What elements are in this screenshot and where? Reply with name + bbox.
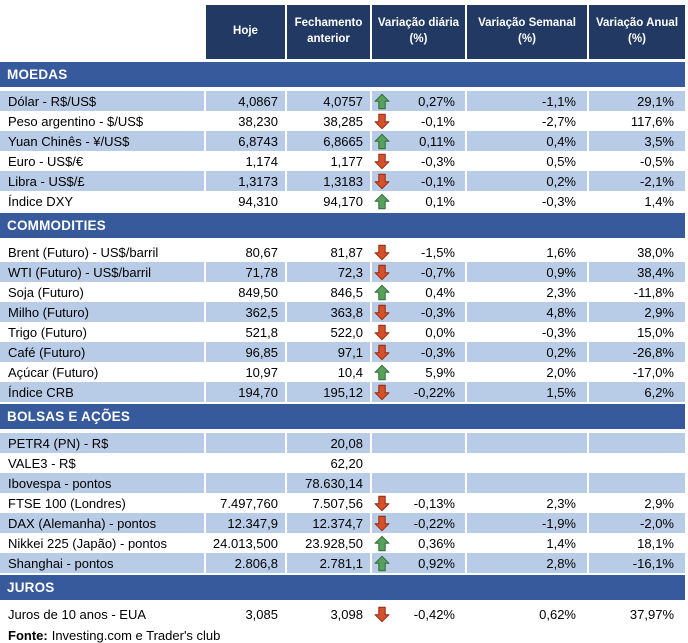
fechamento-value: 97,1 <box>285 342 370 362</box>
table-row <box>0 262 685 282</box>
hoje-value: 1,174 <box>204 151 285 171</box>
table-row <box>0 453 685 473</box>
variacao-diaria-cell <box>370 282 465 302</box>
variacao-diaria-value: -1,5% <box>421 244 455 260</box>
up-arrow-icon <box>374 555 390 572</box>
variacao-anual-value: 2,9% <box>587 493 685 513</box>
hoje-value: 849,50 <box>204 282 285 302</box>
variacao-diaria-value: 0,0% <box>425 324 455 340</box>
fechamento-value: 1,177 <box>285 151 370 171</box>
column-header-hoje: Hoje <box>204 5 285 59</box>
variacao-semanal-value: 1,4% <box>465 533 587 553</box>
section-header-bolsas-e-acoes <box>0 404 685 429</box>
variacao-anual-value: 38,4% <box>587 262 685 282</box>
variacao-semanal-value: 2,0% <box>465 362 587 382</box>
variacao-diaria-cell <box>370 342 465 362</box>
variacao-anual-value: 6,2% <box>587 382 685 402</box>
fechamento-value: 846,5 <box>285 282 370 302</box>
variacao-anual-value <box>587 433 685 453</box>
table-row <box>0 91 685 111</box>
variacao-diaria-value: 0,92% <box>418 555 455 571</box>
variacao-diaria-value: -0,1% <box>421 173 455 189</box>
table-row <box>0 131 685 151</box>
fechamento-value: 94,170 <box>285 191 370 211</box>
down-arrow-icon <box>374 384 390 401</box>
header-spacer <box>0 5 204 59</box>
variacao-diaria-value: -0,1% <box>421 113 455 129</box>
section-title: MOEDAS <box>7 67 68 82</box>
fechamento-value: 7.507,56 <box>285 493 370 513</box>
hoje-value: 10,97 <box>204 362 285 382</box>
variacao-semanal-value: 0,9% <box>465 262 587 282</box>
variacao-anual-value: -11,8% <box>587 282 685 302</box>
fechamento-value: 6,8665 <box>285 131 370 151</box>
variacao-diaria-cell <box>370 362 465 382</box>
column-header-variacao-semanal: Variação Semanal (%) <box>465 5 587 59</box>
variacao-diaria-cell <box>370 91 465 111</box>
hoje-value: 3,085 <box>204 604 285 624</box>
table-row <box>0 342 685 362</box>
arrow-spacer <box>374 463 390 464</box>
variacao-diaria-value: -0,22% <box>413 384 455 400</box>
fechamento-value: 522,0 <box>285 322 370 342</box>
variacao-diaria-cell <box>370 433 465 453</box>
fechamento-value: 62,20 <box>285 453 370 473</box>
variacao-anual-value: 1,4% <box>587 191 685 211</box>
variacao-semanal-value: 1,5% <box>465 382 587 402</box>
fechamento-value: 38,285 <box>285 111 370 131</box>
up-arrow-icon <box>374 133 390 150</box>
variacao-diaria-value: 0,4% <box>425 284 455 300</box>
column-header-variacao-diaria: Variação diária (%) <box>370 5 465 59</box>
variacao-diaria-value: -0,3% <box>421 344 455 360</box>
variacao-diaria-cell <box>370 242 465 262</box>
variacao-diaria-cell <box>370 171 465 191</box>
down-arrow-icon <box>374 606 390 623</box>
fechamento-value: 12.374,7 <box>285 513 370 533</box>
variacao-diaria-cell <box>370 453 465 473</box>
table-row <box>0 322 685 342</box>
row-label: Café (Futuro) <box>0 342 204 362</box>
hoje-value: 12.347,9 <box>204 513 285 533</box>
variacao-diaria-cell <box>370 131 465 151</box>
section-title: JUROS <box>7 580 55 595</box>
row-label: Dólar - R$/US$ <box>0 91 204 111</box>
variacao-semanal-value: 0,62% <box>465 604 587 624</box>
variacao-semanal-value: 0,4% <box>465 131 587 151</box>
variacao-diaria-cell <box>370 604 465 624</box>
variacao-diaria-value: 0,36% <box>418 535 455 551</box>
variacao-diaria-value: -0,13% <box>413 495 455 511</box>
row-label: Brent (Futuro) - US$/barril <box>0 242 204 262</box>
arrow-spacer <box>374 443 390 444</box>
variacao-diaria-value: 0,1% <box>425 193 455 209</box>
table-row <box>0 433 685 453</box>
table-row <box>0 473 685 493</box>
row-label: FTSE 100 (Londres) <box>0 493 204 513</box>
variacao-semanal-value: 2,3% <box>465 282 587 302</box>
up-arrow-icon <box>374 364 390 381</box>
fechamento-value: 72,3 <box>285 262 370 282</box>
section-title: BOLSAS E AÇÕES <box>7 409 131 424</box>
row-label: DAX (Alemanha) - pontos <box>0 513 204 533</box>
down-arrow-icon <box>374 304 390 321</box>
variacao-diaria-cell <box>370 302 465 322</box>
variacao-diaria-value: -0,3% <box>421 153 455 169</box>
variacao-semanal-value: 0,2% <box>465 171 587 191</box>
variacao-anual-value: 18,1% <box>587 533 685 553</box>
fechamento-value: 4,0757 <box>285 91 370 111</box>
table-row <box>0 362 685 382</box>
hoje-value: 80,67 <box>204 242 285 262</box>
variacao-semanal-value: -0,3% <box>465 191 587 211</box>
down-arrow-icon <box>374 113 390 130</box>
table-row <box>0 604 685 624</box>
table-row <box>0 302 685 322</box>
hoje-value: 7.497,760 <box>204 493 285 513</box>
hoje-value: 4,0867 <box>204 91 285 111</box>
row-label: Índice DXY <box>0 191 204 211</box>
hoje-value: 362,5 <box>204 302 285 322</box>
variacao-anual-value: 29,1% <box>587 91 685 111</box>
row-label: Peso argentino - $/US$ <box>0 111 204 131</box>
variacao-diaria-value: -0,42% <box>413 606 455 622</box>
source-label: Fonte: <box>8 628 48 643</box>
row-label: Milho (Futuro) <box>0 302 204 322</box>
variacao-anual-value: -2,0% <box>587 513 685 533</box>
row-label: PETR4 (PN) - R$ <box>0 433 204 453</box>
hoje-value: 71,78 <box>204 262 285 282</box>
down-arrow-icon <box>374 264 390 281</box>
variacao-semanal-value: -0,3% <box>465 322 587 342</box>
up-arrow-icon <box>374 284 390 301</box>
fechamento-value: 78.630,14 <box>285 473 370 493</box>
variacao-diaria-value: -0,22% <box>413 515 455 531</box>
variacao-diaria-value: -0,7% <box>421 264 455 280</box>
hoje-value <box>204 433 285 453</box>
variacao-anual-value <box>587 453 685 473</box>
variacao-anual-value: 3,5% <box>587 131 685 151</box>
fechamento-value: 363,8 <box>285 302 370 322</box>
table-row <box>0 282 685 302</box>
row-label: VALE3 - R$ <box>0 453 204 473</box>
variacao-diaria-value: 0,27% <box>418 93 455 109</box>
table-row <box>0 191 685 211</box>
down-arrow-icon <box>374 344 390 361</box>
section-header-juros <box>0 575 685 600</box>
variacao-anual-value: -2,1% <box>587 171 685 191</box>
variacao-diaria-cell <box>370 513 465 533</box>
variacao-anual-value: 2,9% <box>587 302 685 322</box>
table-row <box>0 111 685 131</box>
row-label: Açúcar (Futuro) <box>0 362 204 382</box>
variacao-diaria-cell <box>370 473 465 493</box>
arrow-spacer <box>374 483 390 484</box>
variacao-semanal-value: 2,8% <box>465 553 587 573</box>
variacao-anual-value: 117,6% <box>587 111 685 131</box>
fechamento-value: 10,4 <box>285 362 370 382</box>
hoje-value: 94,310 <box>204 191 285 211</box>
variacao-semanal-value <box>465 433 587 453</box>
hoje-value: 194,70 <box>204 382 285 402</box>
section-header-commodities <box>0 213 685 238</box>
row-label: Shanghai - pontos <box>0 553 204 573</box>
variacao-semanal-value <box>465 473 587 493</box>
variacao-diaria-cell <box>370 111 465 131</box>
table-header <box>0 5 688 59</box>
fechamento-value: 3,098 <box>285 604 370 624</box>
table-row <box>0 382 685 402</box>
variacao-semanal-value: 4,8% <box>465 302 587 322</box>
table-row <box>0 513 685 533</box>
hoje-value: 96,85 <box>204 342 285 362</box>
table-row <box>0 171 685 191</box>
variacao-anual-value: -16,1% <box>587 553 685 573</box>
variacao-semanal-value: -1,1% <box>465 91 587 111</box>
section-title: COMMODITIES <box>7 218 106 233</box>
down-arrow-icon <box>374 153 390 170</box>
variacao-anual-value: -0,5% <box>587 151 685 171</box>
down-arrow-icon <box>374 324 390 341</box>
up-arrow-icon <box>374 535 390 552</box>
down-arrow-icon <box>374 515 390 532</box>
variacao-diaria-value: -0,3% <box>421 304 455 320</box>
up-arrow-icon <box>374 193 390 210</box>
variacao-semanal-value <box>465 453 587 473</box>
table-row <box>0 493 685 513</box>
variacao-diaria-cell <box>370 493 465 513</box>
down-arrow-icon <box>374 495 390 512</box>
variacao-anual-value <box>587 473 685 493</box>
variacao-diaria-cell <box>370 553 465 573</box>
down-arrow-icon <box>374 173 390 190</box>
row-label: Libra - US$/£ <box>0 171 204 191</box>
row-label: Juros de 10 anos - EUA <box>0 604 204 624</box>
variacao-anual-value: 15,0% <box>587 322 685 342</box>
variacao-diaria-cell <box>370 191 465 211</box>
table-row <box>0 151 685 171</box>
variacao-diaria-cell <box>370 151 465 171</box>
hoje-value: 521,8 <box>204 322 285 342</box>
variacao-semanal-value: 0,2% <box>465 342 587 362</box>
variacao-diaria-cell <box>370 382 465 402</box>
fechamento-value: 81,87 <box>285 242 370 262</box>
variacao-semanal-value: -1,9% <box>465 513 587 533</box>
variacao-anual-value: 37,97% <box>587 604 685 624</box>
table-body <box>0 62 688 624</box>
variacao-semanal-value: -2,7% <box>465 111 587 131</box>
row-label: Yuan Chinês - ¥/US$ <box>0 131 204 151</box>
fechamento-value: 195,12 <box>285 382 370 402</box>
variacao-diaria-cell <box>370 262 465 282</box>
section-header-moedas <box>0 62 685 87</box>
hoje-value: 2.806,8 <box>204 553 285 573</box>
row-label: Nikkei 225 (Japão) - pontos <box>0 533 204 553</box>
variacao-anual-value: 38,0% <box>587 242 685 262</box>
up-arrow-icon <box>374 93 390 110</box>
variacao-diaria-value: 5,9% <box>425 364 455 380</box>
variacao-semanal-value: 1,6% <box>465 242 587 262</box>
row-label: Ibovespa - pontos <box>0 473 204 493</box>
fechamento-value: 2.781,1 <box>285 553 370 573</box>
table-row <box>0 533 685 553</box>
column-header-variacao-anual: Variação Anual (%) <box>587 5 685 59</box>
row-label: WTI (Futuro) - US$/barril <box>0 262 204 282</box>
table-row <box>0 242 685 262</box>
variacao-anual-value: -26,8% <box>587 342 685 362</box>
hoje-value: 24.013,500 <box>204 533 285 553</box>
column-header-fechamento: Fechamento anterior <box>285 5 370 59</box>
variacao-diaria-cell <box>370 533 465 553</box>
fechamento-value: 20,08 <box>285 433 370 453</box>
down-arrow-icon <box>374 244 390 261</box>
variacao-semanal-value: 0,5% <box>465 151 587 171</box>
row-label: Soja (Futuro) <box>0 282 204 302</box>
fechamento-value: 1,3183 <box>285 171 370 191</box>
row-label: Índice CRB <box>0 382 204 402</box>
row-label: Trigo (Futuro) <box>0 322 204 342</box>
source-text: Investing.com e Trader's club <box>51 628 221 643</box>
variacao-diaria-value: 0,11% <box>419 133 455 149</box>
hoje-value: 38,230 <box>204 111 285 131</box>
variacao-diaria-cell <box>370 322 465 342</box>
source-note <box>0 628 688 643</box>
hoje-value <box>204 473 285 493</box>
variacao-anual-value: -17,0% <box>587 362 685 382</box>
table-row <box>0 553 685 573</box>
row-label: Euro - US$/€ <box>0 151 204 171</box>
fechamento-value: 23.928,50 <box>285 533 370 553</box>
hoje-value: 6,8743 <box>204 131 285 151</box>
variacao-semanal-value: 2,3% <box>465 493 587 513</box>
hoje-value: 1,3173 <box>204 171 285 191</box>
hoje-value <box>204 453 285 473</box>
